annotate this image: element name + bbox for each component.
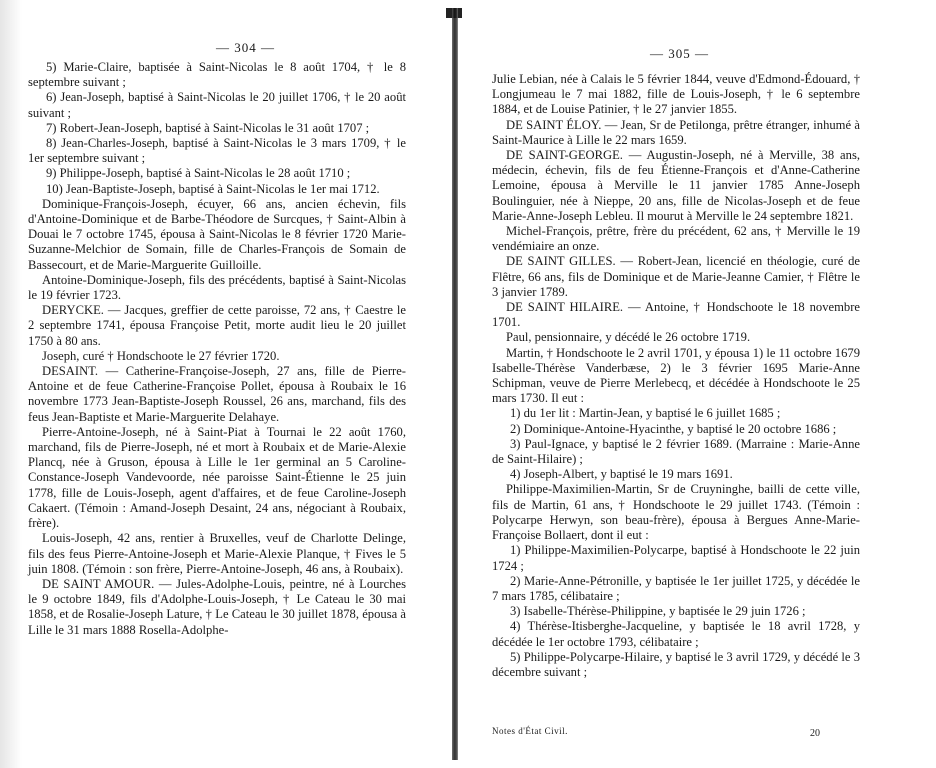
page-edge-shadow	[0, 0, 22, 768]
paragraph: 1) Philippe-Maximilien-Polycarpe, baptisé à Hondschoote le 22 juin 1724 ;	[492, 543, 860, 573]
book-gutter	[452, 8, 458, 760]
paragraph: 7) Robert-Jean-Joseph, baptisé à Saint-Nicolas le 31 août 1707 ;	[46, 120, 370, 135]
paragraph: DE SAINT AMOUR. — Jules-Adolphe-Louis, peintre, né à Lourches le 9 octobre 1849, fils d'Adolphe-Louis-Joseph, † Le Cateau le 30 mai 1858, et de Rosalie-Joseph Lature, † Le Cateau le 30 juillet 1878, épousa à Lille le 31 mars 1888 Rosella-Adolphe-	[28, 576, 406, 637]
paragraph: Pierre-Antoine-Joseph, né à Saint-Piat à Tournai le 22 août 1760, marchand, fils de Pierre-Joseph, né et mort à Roubaix et de Marie-Alexie Plancq, née à Gruson, épousa à Lille le 1er germinal an 5 Caroline-Constance-Joseph Vandevoorde, née paroisse Saint-Étienne le 25 juin 1778, fille de Louis-Joseph, agent d'affaires, et de feue Caroline-Joseph Cakaert. (Témoin : Amand-Joseph Desaint, 24 ans, négociant à Roubaix, frère).	[28, 424, 406, 531]
paragraph: Antoine-Dominique-Joseph, fils des précédents, baptisé à Saint-Nicolas le 19 février 1723.	[28, 272, 406, 303]
right-page	[492, 0, 860, 768]
paragraph: DE SAINT GILLES. — Robert-Jean, licencié en théologie, curé de Flêtre, 66 ans, fils de Dominique et de Marie-Jeanne Camier, † Flêtre le 3 janvier 1789.	[492, 254, 860, 299]
paragraph: 9) Philippe-Joseph, baptisé à Saint-Nicolas le 28 août 1710 ;	[46, 166, 351, 181]
paragraph: Louis-Joseph, 42 ans, rentier à Bruxelles, veuf de Charlotte Delinge, fils des feus Pierre-Antoine-Joseph et Marie-Alexie Planque, † Fives le 5 juin 1808. (Témoin : son frère, Pierre-Antoine-Joseph, 46 ans, à Roubaix).	[28, 531, 406, 576]
paragraph: Philippe-Maximilien-Martin, Sr de Cruyninghe, bailli de cette ville, fils de Martin, 61 ans, † Hondschoote le 29 juillet 1743. (Témoin : Polycarpe Herwyn, son beau-frère), épousa à Bergues Anne-Marie-Françoise Bollaert, dont il eut :	[492, 482, 860, 543]
paragraph: 5) Marie-Claire, baptisée à Saint-Nicolas le 8 août 1704, † le 8 septembre suivant ;	[28, 60, 406, 90]
page-number-right: — 305 —	[650, 46, 709, 61]
paragraph: DE SAINT ÉLOY. — Jean, Sr de Petilonga, prêtre étranger, inhumé à Saint-Maurice à Lille le 22 mars 1659.	[492, 117, 860, 147]
paragraph: 5) Philippe-Polycarpe-Hilaire, y baptisé le 3 avril 1729, y décédé le 3 décembre suivant ;	[492, 649, 860, 679]
paragraph: Julie Lebian, née à Calais le 5 février 1844, veuve d'Edmond-Édouard, † Longjumeau le 7 mai 1882, fille de Louis-Joseph, † le 6 septembre 1884, et de Louise Patinier, † le 27 janvier 1855.	[492, 72, 860, 117]
left-page-text	[28, 60, 406, 638]
paragraph: Dominique-François-Joseph, écuyer, 66 ans, ancien échevin, fils d'Antoine-Dominique et de Barbe-Théodore de Surcques, † Saint-Albin à Douai le 7 octobre 1745, épousa à Saint-Nicolas le 8 février 1720 Marie-Suzanne-Melchior de Somain, fille de Charles-François de Somain de Bassecourt, et de Marie-Marguerite Guilloille.	[28, 196, 406, 272]
paragraph: 1) du 1er lit : Martin-Jean, y baptisé le 6 juillet 1685 ;	[510, 406, 781, 421]
paragraph: DERYCKE. — Jacques, greffier de cette paroisse, 72 ans, † Caestre le 2 septembre 1741, épousa Françoise Petit, morte audit lieu le 20 juillet 1750 à 80 ans.	[28, 303, 406, 348]
paragraph: 2) Dominique-Antoine-Hyacinthe, y baptisé le 20 octobre 1686 ;	[510, 421, 837, 436]
paragraph: 4) Thérèse-Itisberghe-Jacqueline, y baptisée le 18 avril 1728, y décédée le 1er octobre 1793, célibataire ;	[492, 619, 860, 649]
paragraph: Michel-François, prêtre, frère du précédent, 62 ans, † Merville le 19 vendémiaire an onze.	[492, 224, 860, 254]
paragraph: Martin, † Hondschoote le 2 avril 1701, y épousa 1) le 11 octobre 1679 Isabelle-Thérèse Vanderbæse, 2) le 3 février 1695 Marie-Anne Schipman, veuve de Pierre Merlebecq, et décédée à Hondschoote le 25 mars 1730. Il eut :	[492, 345, 860, 406]
paragraph: 3) Isabelle-Thérèse-Philippine, y baptisée le 29 juin 1726 ;	[510, 604, 806, 619]
left-page	[28, 0, 406, 768]
paragraph: 4) Joseph-Albert, y baptisé le 19 mars 1691.	[510, 467, 733, 482]
paragraph: 2) Marie-Anne-Pétronille, y baptisée le 1er juillet 1725, y décédée le 7 mars 1785, célibataire ;	[492, 573, 860, 603]
paragraph: DE SAINT HILAIRE. — Antoine, † Hondschoote le 18 novembre 1701.	[492, 300, 860, 330]
paragraph: 3) Paul-Ignace, y baptisé le 2 février 1689. (Marraine : Marie-Anne de Saint-Hilaire) ;	[492, 436, 860, 467]
right-page-text	[492, 72, 860, 680]
paragraph: DE SAINT-GEORGE. — Augustin-Joseph, né à Merville, 38 ans, médecin, échevin, fils de feu Étienne-François et d'Anne-Catherine Lemoine, épousa à Merville le 11 janvier 1785 Anne-Joseph Boulinguier, née à Nieppe, 20 ans, fille de Nicolas-Joseph et de feue Marie-Anne-Joseph Lebleu. Il mourut à Merville le 24 septembre 1821.	[492, 148, 860, 223]
paragraph: 8) Jean-Charles-Joseph, baptisé à Saint-Nicolas le 3 mars 1709, † le 1er septembre suivant ;	[28, 136, 406, 166]
page-number-left: — 304 —	[216, 40, 275, 55]
footer-signature-note: Notes d'État Civil.	[492, 726, 568, 736]
paragraph: Paul, pensionnaire, y décédé le 26 octobre 1719.	[506, 330, 751, 345]
paragraph: DESAINT. — Catherine-Françoise-Joseph, 27 ans, fille de Pierre-Antoine et de feue Catherine-Françoise Pollet, épousa à Roubaix le 16 novembre 1773 Jean-Baptiste-Joseph Roussel, 26 ans, marchand, fils des feus Jean-Baptiste et Marie-Marguerite Delahaye.	[28, 364, 406, 424]
paragraph: 10) Jean-Baptiste-Joseph, baptisé à Saint-Nicolas le 1er mai 1712.	[46, 181, 380, 196]
footer-sheet-number: 20	[810, 728, 820, 739]
paragraph: Joseph, curé † Hondschoote le 27 février 1720.	[42, 348, 280, 363]
paragraph: 6) Jean-Joseph, baptisé à Saint-Nicolas le 20 juillet 1706, † le 20 août suivant ;	[28, 90, 406, 120]
